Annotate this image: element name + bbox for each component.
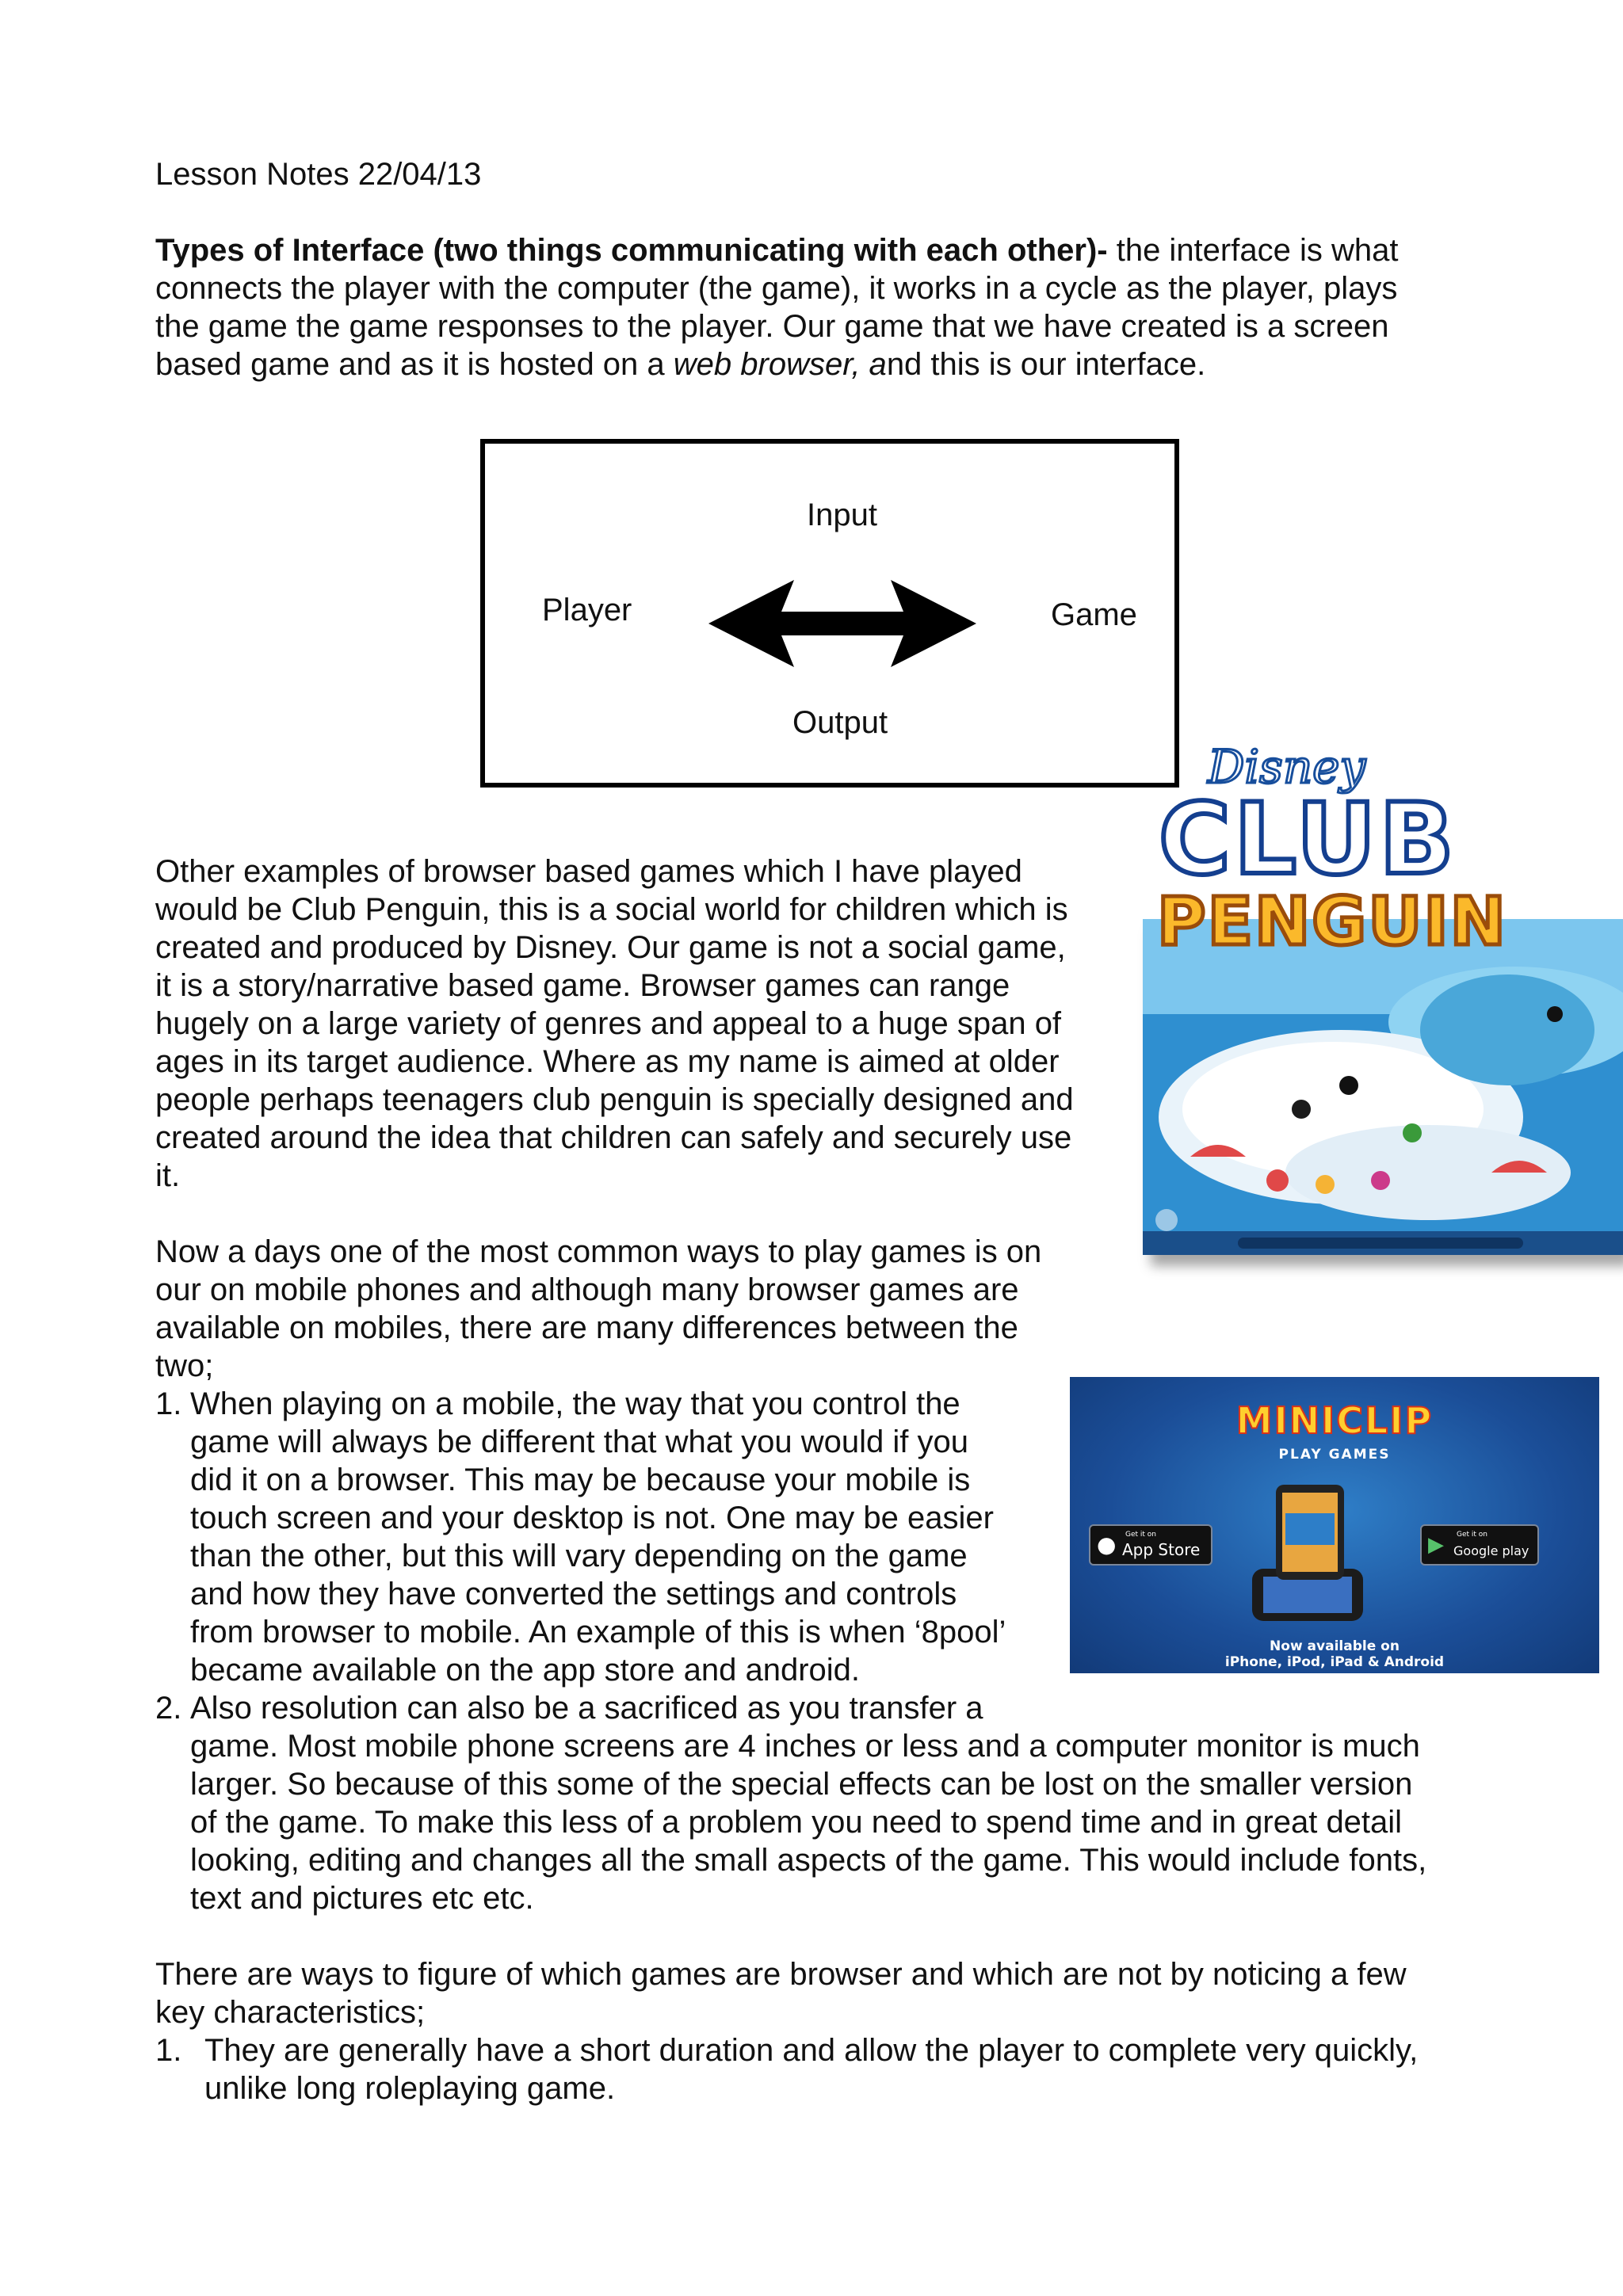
intro-tail: nd this is our interface. [886, 347, 1206, 382]
cp-line: would be Club Penguin, this is a social world for children which is [155, 892, 1068, 927]
list-line: game. Most mobile phone screens are 4 inches or less and a computer monitor is much [190, 1729, 1420, 1764]
disney-logo-text: Disney [1208, 740, 1366, 794]
list-line: from browser to mobile. An example of this is when ‘8pool’ [190, 1615, 1006, 1650]
list-line: unlike long roleplaying game. [204, 2071, 616, 2106]
list-line: larger. So because of this some of the special effects can be lost on the smaller version [190, 1767, 1413, 1802]
google-play-small: Get it on [1457, 1531, 1488, 1539]
intro-paragraph [155, 231, 1503, 383]
diagram-input-label: Input [807, 498, 877, 532]
club-penguin-paragraph [155, 852, 1122, 1195]
google-play-big: Google play [1453, 1543, 1529, 1558]
list-line: than the other, but this will vary depending on the game [190, 1539, 968, 1573]
characteristics-paragraph [155, 1955, 1518, 2031]
mobile-list-item-2 [155, 1689, 1518, 1917]
list-line: and how they have converted the settings and controls [190, 1577, 957, 1611]
cp-line: Other examples of browser based games which I have played [155, 854, 1022, 889]
apple-icon: ● [1097, 1531, 1117, 1558]
characteristics-list-item-1 [155, 2031, 1518, 2107]
cp-line: created around the idea that children can safely and securely use [155, 1120, 1072, 1155]
miniclip-banner [1070, 1377, 1599, 1673]
char-line: key characteristics; [155, 1995, 426, 2030]
availability-line-1: Now available on [1270, 1638, 1400, 1654]
club-penguin-screenshot [1143, 919, 1623, 1255]
google-play-badge [1420, 1524, 1539, 1566]
diagram-player-label: Player [542, 593, 632, 627]
diagram-game-label: Game [1051, 597, 1137, 632]
miniclip-logo-text: MINICLIP [1235, 1399, 1434, 1442]
list-line: text and pictures etc etc. [190, 1881, 534, 1916]
cp-line: people perhaps teenagers club penguin is specially designed and [155, 1082, 1074, 1117]
club-logo-text: CLUB [1159, 783, 1457, 897]
intro-italic: web browser, a [673, 347, 887, 382]
double-arrow-icon [708, 580, 976, 667]
phones-icon [1244, 1482, 1371, 1624]
cp-line: created and produced by Disney. Our game is not a social game, [155, 930, 1066, 965]
list-line: game will always be different that what you would if you [190, 1425, 969, 1459]
mobile-line: available on mobiles, there are many differences between the [155, 1310, 1018, 1345]
miniclip-availability [1070, 1638, 1599, 1670]
mobile-paragraph [155, 1233, 1122, 1385]
page-header: Lesson Notes 22/04/13 [155, 157, 482, 192]
list-line: looking, editing and changes all the small aspects of the game. This would include fonts, [190, 1843, 1427, 1878]
list-line: touch screen and your desktop is not. One may be easier [190, 1501, 994, 1535]
intro-line-1: the interface is what [1107, 233, 1399, 268]
app-store-small: Get it on [1125, 1531, 1157, 1539]
list-line: of the game. To make this less of a problem you need to spend time and in great detail [190, 1805, 1403, 1840]
cp-line: ages in its target audience. Where as my name is aimed at older [155, 1044, 1060, 1079]
club-penguin-scene [1143, 919, 1623, 1255]
mobile-line: Now a days one of the most common ways to play games is on [155, 1234, 1042, 1269]
mobile-list-item-1 [155, 1385, 1106, 1689]
play-icon: ▶ [1428, 1533, 1444, 1557]
diagram-output-label: Output [792, 705, 888, 740]
interface-diagram [480, 439, 1179, 788]
list-line: became available on the app store and android. [190, 1653, 861, 1688]
app-store-big: App Store [1122, 1540, 1201, 1559]
list-number: 1. [155, 1386, 182, 1421]
penguin-logo-text: PENGUIN [1157, 883, 1507, 960]
intro-line-2: connects the player with the computer (the game), it works in a cycle as the player, plays [155, 271, 1398, 306]
list-line: did it on a browser. This may be because your mobile is [190, 1463, 971, 1497]
list-text [190, 1385, 1006, 1689]
intro-line-4: based game and as it is hosted on a [155, 347, 674, 382]
intro-line-3: the game the game responses to the player. Our game that we have created is a screen [155, 309, 1389, 344]
char-line: There are ways to figure of which games are browser and which are not by noticing a few [155, 1957, 1407, 1992]
list-line: Also resolution can also be a sacrificed as you transfer a [190, 1691, 983, 1726]
mobile-line: two; [155, 1348, 214, 1383]
list-number: 2. [155, 1691, 182, 1726]
availability-line-2: iPhone, iPod, iPad & Android [1224, 1654, 1445, 1670]
cp-line: hugely on a large variety of genres and appeal to a huge span of [155, 1006, 1062, 1041]
cp-line: it. [155, 1158, 181, 1193]
intro-bold-lead: Types of Interface (two things communicating with each other)- [155, 233, 1108, 268]
cp-line: it is a story/narrative based game. Browser games can range [155, 968, 1010, 1003]
mobile-line: our on mobile phones and although many browser games are [155, 1272, 1019, 1307]
app-store-badge [1089, 1524, 1212, 1566]
miniclip-subtitle: PLAY GAMES [1278, 1447, 1391, 1463]
list-line: When playing on a mobile, the way that you control the [190, 1386, 960, 1421]
list-line: They are generally have a short duration and allow the player to complete very quickly, [204, 2033, 1419, 2068]
list-text [190, 1689, 1426, 1917]
list-number: 1. [155, 2033, 182, 2068]
list-text [204, 2031, 1418, 2107]
